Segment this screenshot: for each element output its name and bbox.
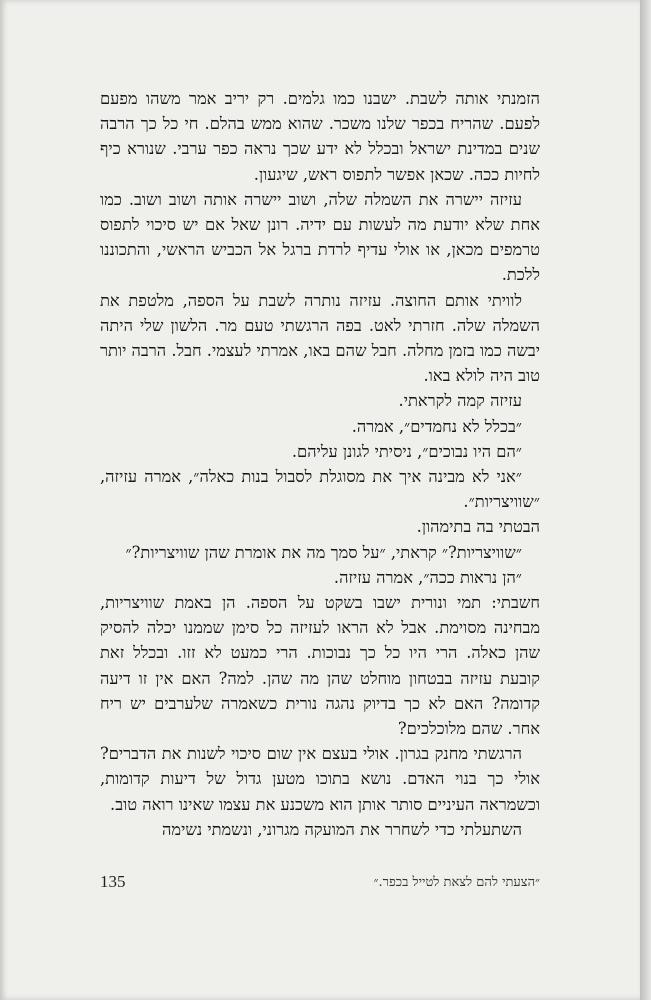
paragraph: הרגשתי מחנק בגרון. אולי בעצם אין שום סיכוי לשנות את הדברים? אולי כך בנוי האדם. נושא בתוכו מטען גדול של דיעות קדומות, וכשמראה העיניים סותר אותן הוא משכנע את עצמו שאינו רואה טוב.	[100, 744, 540, 814]
paragraph: ״שוויצריות?״ קראתי, ״על סמך מה את אומרת שהן שוויצריות?״	[125, 542, 522, 562]
paragraph: ״בכלל לא נחמדים״, אמרה.	[351, 416, 522, 436]
body-text	[100, 86, 540, 842]
paragraph: ״הם היו נבוכים״, ניסיתי לגונן עליהם.	[291, 441, 522, 461]
paragraph: לוויתי אותם החוצה. עזיזה נותרה לשבת על הספה, מלטפת את השמלה שלה. חזרתי לאט. בפה הרגשתי טעם מר. הלשון שלי היתה יבשה כמו בזמן מחלה. חבל שהם באו, אמרתי לעצמי. חבל. הרבה יותר טוב היה לולא באו.	[100, 290, 540, 386]
paragraph: ״אני לא מבינה איך את מסוגלת לסבול בנות כאלה״, אמרה עזיזה, ״שוויצריות״.	[100, 467, 540, 512]
paragraph: ״הן נראות ככה״, אמרה עזיזה.	[333, 567, 522, 587]
paragraph: עזיזה יישרה את השמלה שלה, ושוב יישרה אותה ושוב ושוב. כמו אחת שלא יודעת מה לעשות עם ידיה. רונן שאל אם יש סיכוי לתפוס טרמפים מכאן, או אולי עדיף לרדת ברגל אל הכביש הראשי, והתכוננו ללכת.	[100, 189, 540, 285]
page-number: 135	[100, 872, 126, 891]
running-footer-text: ״הצעתי להם לצאת לטייל בכפר.״	[373, 875, 540, 890]
paragraph: עזיזה קמה לקראתי.	[398, 391, 522, 411]
paragraph: הבטתי בה בתימהון.	[416, 517, 540, 537]
paragraph: חשבתי: תמי ונורית ישבו בשקט על הספה. הן באמת שוויצריות, מבחינה מסוימת. אבל לא הראו לעזיזה כל סימן שממנו יכלה להסיק שהן כאלה. הרי היו כל כך נבוכות. הרי כמעט לא זזו. ובכלל זאת קובעת עזיזה בבטחון מוחלט שהן מה שהן. למה? האם אין זו דיעה קדומה? האם לא כך בדיוק נהגה נורית כשאמרה שלערבים יש ריח אחר. שהם מלוכלכים?	[100, 593, 540, 739]
page-footer	[100, 868, 540, 898]
paragraph: הזמנתי אותה לשבת. ישבנו כמו גלמים. רק יריב אמר משהו מפעם לפעם. שהריח בכפר שלנו משכר. שהוא ממש בהלם. חי כל כך הרבה שנים במדינת ישראל ובכלל לא ידע שכך נראה כפר ערבי. שנורא כיף לחיות ככה. שכאן אפשר לתפוס ראש, שיגעון.	[100, 89, 540, 184]
page-edge-shadow	[640, 0, 651, 1000]
paragraph: השתעלתי כדי לשחרר את המועקה מגרוני, ונשמתי נשימה	[162, 819, 522, 839]
